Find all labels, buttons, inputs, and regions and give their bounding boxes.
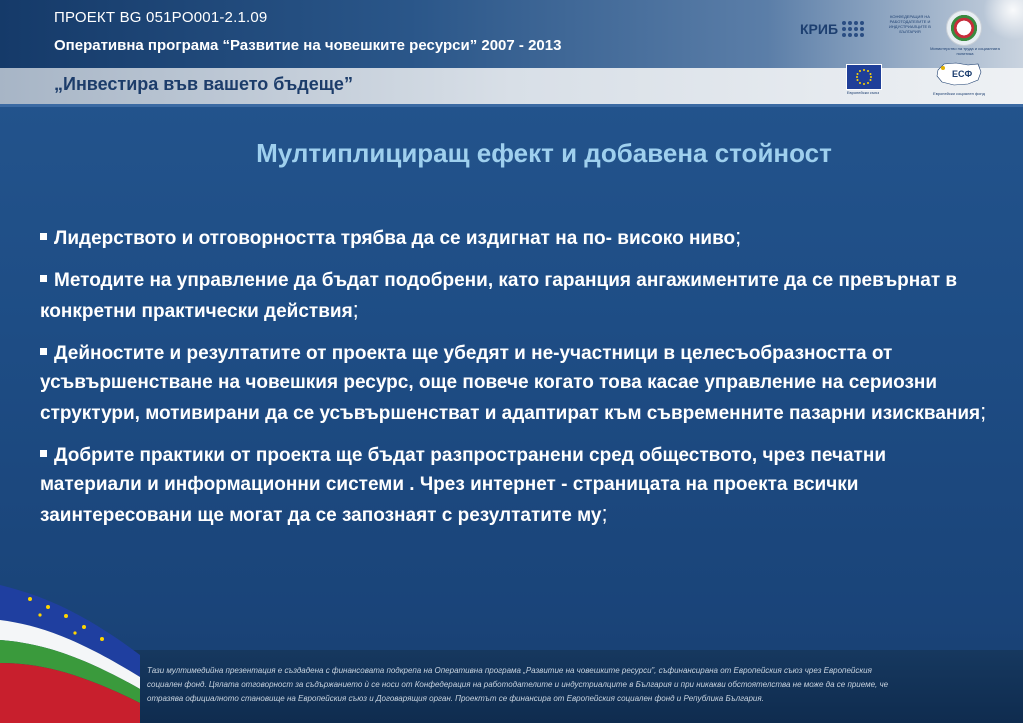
bullet-list	[40, 222, 990, 543]
esf-logo-text: ЕСФ	[952, 69, 973, 79]
krib-logo-text: КРИБ	[800, 21, 839, 37]
bullet-square-icon	[40, 275, 47, 282]
konfederation-logo-text: КОНФЕДЕРАЦИЯ НА РАБОТОДАТЕЛИТЕ И ИНДУСТРИАЛЦИТЕ В БЪЛГАРИЯ	[889, 14, 931, 34]
bullet-square-icon	[40, 348, 47, 355]
eu-bulgaria-flag-icon	[0, 585, 140, 723]
bullet-item	[40, 441, 990, 530]
slogan: „Инвестира във вашето бъдеще”	[54, 74, 353, 94]
krib-dots-icon	[842, 21, 864, 37]
bullet-end: ;	[735, 224, 742, 249]
krib-logo	[800, 14, 878, 44]
program-title: Оперативна програма “Развитие на човешките ресурси” 2007 - 2013	[54, 37, 562, 54]
eu-caption: Европейски съюз	[846, 90, 880, 95]
esf-caption: Европейски социален фонд	[933, 91, 985, 96]
bullet-text: Добрите практики от проекта ще бъдат разпространени сред обществото, чрез печатни материали и информационни системи . Чрез интернет - страницата на проекта всички заинтересовани ще могат да се запознаят с резултатите му	[40, 445, 887, 526]
project-code: ПРОЕКТ BG 051PO001-2.1.09	[54, 9, 268, 26]
slide-title: Мултиплициращ ефект и добавена стойност	[256, 138, 832, 168]
esf-logo-icon	[934, 60, 984, 88]
bullet-item	[40, 339, 990, 428]
bullet-square-icon	[40, 233, 47, 240]
bullet-text: Методите на управление да бъдат подобрени, като гаранция ангажиментите да се превърнат в конкретни практически действия	[40, 270, 958, 322]
bullet-text: Лидерството и отговорността трябва да се издигнат на по- високо ниво	[54, 228, 736, 249]
ministry-seal-caption: Министерство на труда и социалната политика	[930, 46, 1000, 56]
header-divider	[0, 104, 1023, 107]
bullet-end: ;	[352, 297, 359, 322]
bullet-end: ;	[980, 399, 987, 424]
eu-stars-icon	[847, 65, 881, 89]
footer-disclaimer: Тази мултимедийна презентация е създадена с финансовата подкрепа на Оперативна програма „Развитие на човешките ресурси”, съфинансирана от Европейския съюз чрез Европейския социален фонд. Цялата отговорност за съдържанието ѝ се носи от Конфедерация на работодателите и индустриалците в България и при никакви обстоятелства не може да се приеме, че отразява официалното становище на Европейския съюз и Договарящия орган. Проектът се финансира от Европейския социален фонд и Република България.	[147, 666, 889, 703]
eu-flag-icon	[846, 64, 882, 90]
bullet-square-icon	[40, 450, 47, 457]
bullet-item	[40, 266, 990, 326]
bullet-end: ;	[601, 501, 608, 526]
bullet-item	[40, 222, 990, 253]
ministry-seal-icon	[946, 10, 982, 46]
bullet-text: Дейностите и резултатите от проекта ще убедят и не-участници в целесъобразността от усъвършенстване на човешкия ресурс, още повече когато това касае управление на сериозни структури, мотивирани да се усъвършенстват и адаптират към съвременните пазарни изисквания	[40, 343, 981, 424]
